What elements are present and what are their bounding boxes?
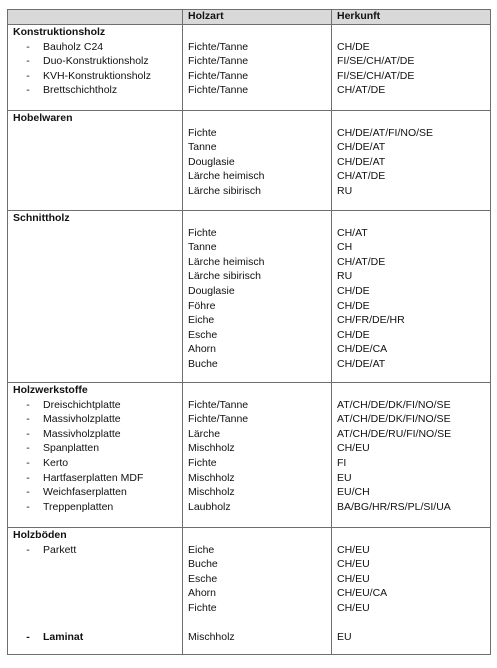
section-holzboeden xyxy=(8,528,491,655)
section-label-cell xyxy=(8,25,183,111)
holzart-value: Ahorn xyxy=(188,587,217,600)
holzart-value: Tanne xyxy=(188,241,217,254)
herkunft-value: CH/DE/AT xyxy=(337,155,386,168)
holzart-value: Buche xyxy=(188,558,218,571)
holzart-value: Fichte/Tanne xyxy=(188,55,249,68)
holzart-value: Eiche xyxy=(188,543,215,556)
herkunft-value: CH/EU xyxy=(337,442,370,455)
section-hobelwaren xyxy=(8,111,491,211)
section-holzwerkstoffe xyxy=(8,383,491,528)
herkunft-value: EU xyxy=(337,471,352,484)
section-konstruktionsholz xyxy=(8,25,491,111)
herkunft-value: FI xyxy=(337,456,347,469)
section-title: Konstruktionsholz xyxy=(13,26,106,38)
list-item: - Dreischichtplatte xyxy=(26,398,121,411)
holzart-value: Fichte xyxy=(188,601,217,614)
list-item: - Duo-Konstruktionsholz xyxy=(26,55,149,68)
holzart-value: Föhre xyxy=(188,299,216,312)
holzart-value: Buche xyxy=(188,357,218,370)
herkunft-cell xyxy=(332,383,491,528)
holzart-value: Fichte/Tanne xyxy=(188,413,249,426)
holzart-value: Fichte/Tanne xyxy=(188,69,249,82)
list-item: - Weichfaserplatten xyxy=(26,486,127,499)
herkunft-value: CH/AT/DE xyxy=(337,170,386,183)
holzart-value: Mischholz xyxy=(188,442,235,455)
section-title: Hobelwaren xyxy=(13,112,73,124)
section-title: Schnittholz xyxy=(13,212,70,224)
holzart-value: Eiche xyxy=(188,314,215,327)
herkunft-value: CH/EU xyxy=(337,572,370,585)
herkunft-value: CH/EU/CA xyxy=(337,587,388,600)
herkunft-value: CH/DE xyxy=(337,40,370,53)
holzart-cell xyxy=(183,111,332,211)
list-item: - Hartfaserplatten MDF xyxy=(26,471,144,484)
holzart-value: Tanne xyxy=(188,141,217,154)
herkunft-cell xyxy=(332,25,491,111)
holzart-value: Laubholz xyxy=(188,500,231,513)
holzart-value: Lärche xyxy=(188,427,221,440)
herkunft-value: CH/DE/AT xyxy=(337,141,386,154)
holzart-cell xyxy=(183,383,332,528)
section-label-cell xyxy=(8,211,183,383)
holzart-value: Fichte/Tanne xyxy=(188,40,249,53)
herkunft-value: CH/AT xyxy=(337,226,368,239)
holzart-value: Esche xyxy=(188,572,218,585)
list-item: - Laminat xyxy=(26,631,84,644)
holzart-value: Lärche sibirisch xyxy=(188,270,261,283)
herkunft-value: BA/BG/HR/RS/PL/SI/UA xyxy=(337,500,451,513)
herkunft-value: FI/SE/CH/AT/DE xyxy=(337,55,415,68)
list-item: - Spanplatten xyxy=(26,442,100,455)
list-item: - Parkett xyxy=(26,543,77,556)
herkunft-value: CH/AT/DE xyxy=(337,255,386,268)
holzart-value: Fichte xyxy=(188,226,217,239)
holzart-value: Ahorn xyxy=(188,343,217,356)
herkunft-value: CH xyxy=(337,241,353,254)
holzart-value: Lärche sibirisch xyxy=(188,184,261,197)
herkunft-value: AT/CH/DE/RU/FI/NO/SE xyxy=(337,427,452,440)
herkunft-cell xyxy=(332,528,491,655)
holzart-cell xyxy=(183,528,332,655)
herkunft-value: CH/EU xyxy=(337,558,370,571)
header-row xyxy=(8,10,491,25)
section-label-cell xyxy=(8,528,183,655)
holzart-value: Douglasie xyxy=(188,155,235,168)
herkunft-value: RU xyxy=(337,184,353,197)
holzart-value: Douglasie xyxy=(188,284,235,297)
list-item: - Treppenplatten xyxy=(26,500,114,513)
herkunft-cell xyxy=(332,211,491,383)
holzart-value: Lärche heimisch xyxy=(188,170,265,183)
section-schnittholz xyxy=(8,211,491,383)
herkunft-value: CH/DE xyxy=(337,299,370,312)
holzart-value: Fichte xyxy=(188,126,217,139)
herkunft-value: CH/DE/AT/FI/NO/SE xyxy=(337,126,434,139)
list-item: - Brettschichtholz xyxy=(26,84,118,97)
herkunft-value: CH/DE/AT xyxy=(337,357,386,370)
herkunft-value: CH/DE xyxy=(337,284,370,297)
holzart-value: Lärche heimisch xyxy=(188,255,265,268)
holzart-cell xyxy=(183,25,332,111)
list-item: - Bauholz C24 xyxy=(26,40,104,53)
list-item: - Massivholzplatte xyxy=(26,413,121,426)
holzart-value: Fichte xyxy=(188,456,217,469)
list-item: - Kerto xyxy=(26,456,69,469)
header-col-1 xyxy=(8,10,183,25)
holzart-value: Fichte/Tanne xyxy=(188,398,249,411)
herkunft-value: CH/EU xyxy=(337,543,370,556)
herkunft-value: EU xyxy=(337,631,352,644)
herkunft-value: RU xyxy=(337,270,353,283)
section-title: Holzwerkstoffe xyxy=(13,384,88,396)
section-title: Holzböden xyxy=(13,529,67,541)
holzart-value: Fichte/Tanne xyxy=(188,84,249,97)
herkunft-value: CH/EU xyxy=(337,601,370,614)
holzart-value: Mischholz xyxy=(188,471,235,484)
herkunft-value: EU/CH xyxy=(337,486,370,499)
herkunft-value: CH/FR/DE/HR xyxy=(337,314,405,327)
herkunft-cell xyxy=(332,111,491,211)
holz-herkunft-table xyxy=(7,9,491,655)
herkunft-value: CH/AT/DE xyxy=(337,84,386,97)
herkunft-value: CH/DE/CA xyxy=(337,343,388,356)
section-label-cell xyxy=(8,111,183,211)
list-item: - Massivholzplatte xyxy=(26,427,121,440)
herkunft-value: CH/DE xyxy=(337,328,370,341)
holzart-value: Mischholz xyxy=(188,486,235,499)
herkunft-value: AT/CH/DE/DK/FI/NO/SE xyxy=(337,398,451,411)
header-herkunft: Herkunft xyxy=(332,10,491,25)
herkunft-value: FI/SE/CH/AT/DE xyxy=(337,69,415,82)
herkunft-value: AT/CH/DE/DK/FI/NO/SE xyxy=(337,413,451,426)
list-item: - KVH-Konstruktionsholz xyxy=(26,69,151,82)
section-label-cell xyxy=(8,383,183,528)
holzart-cell xyxy=(183,211,332,383)
header-holzart: Holzart xyxy=(183,10,332,25)
holzart-value: Esche xyxy=(188,328,218,341)
holzart-value: Mischholz xyxy=(188,631,235,644)
